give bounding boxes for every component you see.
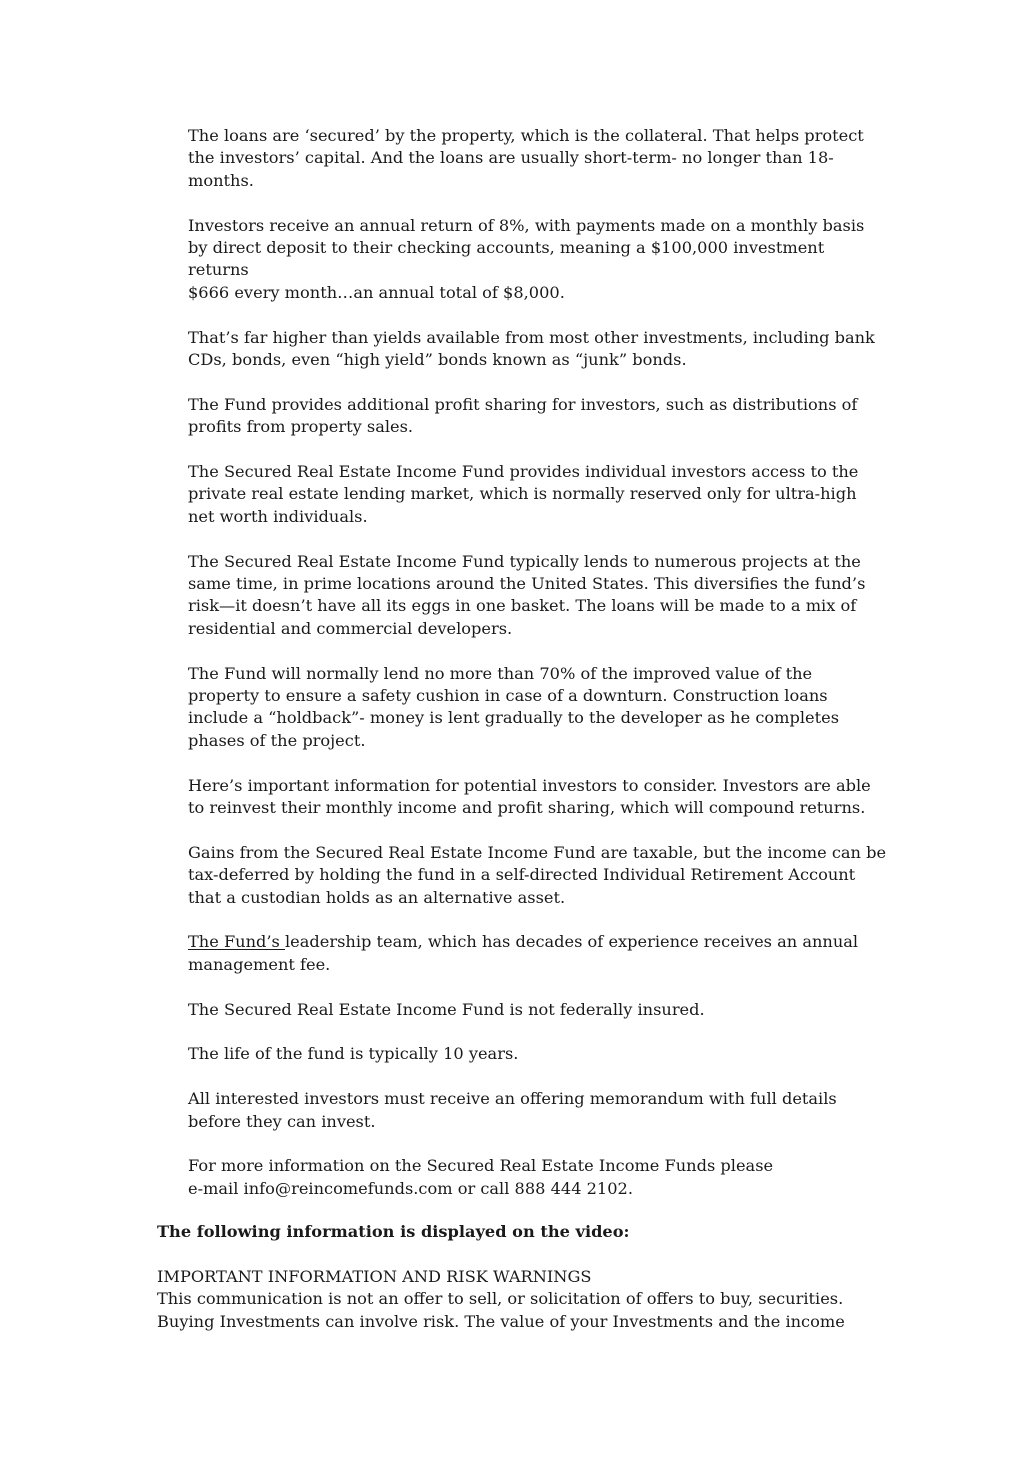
paragraph-reinvest: Here’s important information for potential investors to consider. Investors are able to reinvest their monthly income and profit sharing, which will compound returns.: [188, 775, 871, 818]
indented-body: [188, 125, 888, 1223]
paragraph-yield-comparison: That’s far higher than yields available from most other investments, including bank CDs, bonds, even “high yield” bonds known as “junk” bonds.: [188, 327, 875, 370]
paragraph-fund-life: The life of the fund is typically 10 years.: [188, 1044, 519, 1064]
paragraph-profit-sharing: The Fund provides additional profit sharing for investors, such as distributions of profits from property sales.: [188, 394, 858, 437]
paragraph-not-insured: The Secured Real Estate Income Fund is not federally insured.: [188, 999, 705, 1019]
paragraph-leadership: [188, 931, 888, 976]
leadership-text: leadership team, which has decades of experience receives an annual management fee.: [188, 932, 859, 974]
paragraph-taxes: Gains from the Secured Real Estate Income Fund are taxable, but the income can be tax-deferred by holding the fund in a self-directed Individual Retirement Account that a custodian holds as an alternative asset.: [188, 842, 887, 907]
fund-underlined-text: The Fund’s: [188, 932, 285, 952]
risk-warnings: [157, 1266, 877, 1333]
risk-warning-line: Buying Investments can involve risk. The value of your Investments and the income: [157, 1311, 845, 1331]
video-section-heading: The following information is displayed on the video:: [157, 1222, 630, 1241]
risk-warning-line: This communication is not an offer to sell, or solicitation of offers to buy, securities.: [157, 1289, 844, 1309]
paragraph-diversification: The Secured Real Estate Income Fund typically lends to numerous projects at the same time, in prime locations around the United States. This diversifies the fund’s risk—it doesn’t have all its eggs in one basket. The loans will be made to a mix of residential and commercial developers.: [188, 551, 866, 638]
paragraph-market-access: The Secured Real Estate Income Fund provides individual investors access to the private real estate lending market, which is normally reserved only for ultra-high net worth individuals.: [188, 462, 859, 526]
paragraph-offering-memorandum: All interested investors must receive an offering memorandum with full details before they can invest.: [188, 1089, 837, 1131]
paragraph-secured-loans: The loans are ‘secured’ by the property, which is the collateral. That helps protect the investors’ capital. And the loans are usually short-term- no longer than 18- months.: [188, 126, 864, 190]
video-section: [157, 1221, 877, 1333]
paragraph-contact-info: For more information on the Secured Real Estate Income Funds please e-mail info@reincomefunds.com or call 888 444 2102.: [188, 1156, 774, 1198]
risk-warnings-title: IMPORTANT INFORMATION AND RISK WARNINGS: [157, 1266, 592, 1286]
paragraph-annual-return: Investors receive an annual return of 8%, with payments made on a monthly basis by direct deposit to their checking accounts, meaning a $100,000 investment returns $666 every month…an annual total of $8,000.: [188, 215, 865, 302]
paragraph-lending-limit: The Fund will normally lend no more than 70% of the improved value of the property to ensure a safety cushion in case of a downturn. Construction loans include a “holdback”- money is lent gradually to the developer as he completes phases of the project.: [188, 663, 840, 750]
